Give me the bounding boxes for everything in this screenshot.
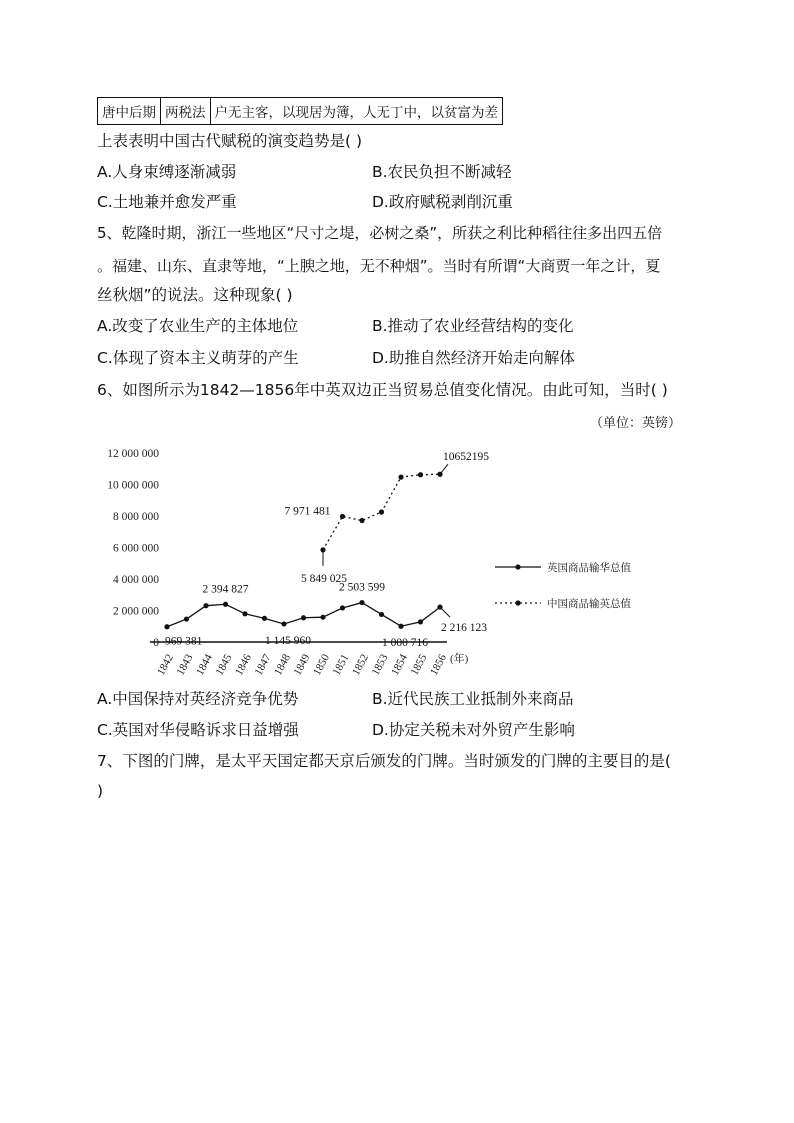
- table-row: [98, 98, 503, 125]
- y-tick-label: 6 000 000: [113, 542, 159, 555]
- tax-table: [97, 97, 503, 125]
- x-tick-label: 1846: [233, 652, 254, 678]
- x-tick-label: 1853: [369, 652, 391, 678]
- x-tick-label: 1852: [350, 652, 371, 678]
- data-point: [262, 616, 267, 621]
- q6-stem: 6、如图所示为1842—1856年中英双边正当贸易总值变化情况。由此可知，当时( ): [97, 381, 668, 399]
- legend-label-1: 中国商品输英总值: [547, 599, 631, 610]
- data-point: [203, 603, 208, 608]
- y-tick-label: 12 000 000: [107, 448, 159, 460]
- table-cell-content: 户无主客，以现居为簿，人无丁中，以贫富为差: [210, 98, 503, 125]
- q6-option-b[interactable]: B.近代民族工业抵制外来商品: [372, 690, 574, 708]
- legend-label-0: 英国商品输华总值: [547, 563, 631, 574]
- y-tick-label: 10 000 000: [107, 479, 159, 492]
- q5-line-2: 。福建、山东、直隶等地，“上腴之地，无不种烟”。当时有所谓“大商贾一年之计，夏: [97, 257, 661, 275]
- q5-option-a[interactable]: A.改变了农业生产的主体地位: [97, 317, 299, 335]
- x-tick-label: 1842: [155, 652, 176, 678]
- q5-option-c[interactable]: C.体现了资本主义萌芽的产生: [97, 349, 299, 367]
- x-tick-label: 1854: [389, 652, 410, 678]
- chart-unit: （单位：英镑）: [590, 416, 682, 431]
- leader-line: [440, 464, 448, 474]
- q4-option-d[interactable]: D.政府赋税剥削沉重: [372, 193, 513, 211]
- data-point: [398, 475, 403, 480]
- q7-line-1: 7、下图的门牌，是太平天国定都天京后颁发的门牌。当时颁发的门牌的主要目的是(: [97, 752, 671, 770]
- trade-chart: [95, 438, 695, 678]
- x-tick-label: 1850: [311, 652, 332, 678]
- data-point: [340, 514, 345, 519]
- data-point: [359, 518, 364, 523]
- q6-option-a[interactable]: A.中国保持对英经济竞争优势: [97, 690, 299, 708]
- x-tick-label: 1843: [174, 652, 196, 678]
- q6-option-c[interactable]: C.英国对华侵略诉求日益增强: [97, 721, 299, 739]
- data-label: 969 381: [165, 635, 203, 648]
- data-point: [418, 619, 423, 624]
- data-label: 2 503 599: [339, 581, 385, 594]
- x-tick-label: 1847: [252, 652, 274, 678]
- x-tick-label: 1855: [408, 652, 430, 678]
- data-point: [184, 616, 189, 621]
- q6-option-d[interactable]: D.协定关税未对外贸产生影响: [372, 721, 575, 739]
- table-cell-policy: 两税法: [161, 98, 211, 125]
- data-label: 5 849 025: [301, 572, 347, 585]
- q5-line-1: 5、乾隆时期，浙江一些地区“尺寸之堤，必树之桑”，所获之利比种稻往往多出四五倍: [97, 224, 663, 242]
- x-tick-label: 1851: [330, 652, 352, 678]
- data-label: 1 145 960: [265, 634, 311, 647]
- x-tick-label: 1845: [213, 652, 235, 678]
- data-point: [340, 605, 345, 610]
- data-point: [164, 624, 169, 629]
- data-label: 1 000 716: [382, 637, 428, 650]
- data-point: [398, 624, 403, 629]
- legend-marker-1: [515, 600, 520, 605]
- q4-option-c[interactable]: C.土地兼并愈发严重: [97, 193, 237, 211]
- x-tick-label: 1849: [291, 652, 313, 678]
- x-axis-unit: (年): [450, 653, 469, 665]
- data-point: [281, 621, 286, 626]
- x-tick-label: 1848: [272, 652, 293, 678]
- data-label: 2 216 123: [441, 622, 487, 635]
- data-point: [242, 611, 247, 616]
- data-point: [379, 612, 384, 617]
- table-cell-period: 唐中后期: [98, 98, 161, 125]
- data-point: [418, 472, 423, 477]
- q7-line-2: ): [97, 782, 104, 800]
- data-point: [359, 600, 364, 605]
- y-tick-label: 2 000 000: [113, 605, 159, 618]
- data-point: [301, 615, 306, 620]
- q5-option-b[interactable]: B.推动了农业经营结构的变化: [372, 317, 574, 335]
- q4-option-a[interactable]: A.人身束缚逐渐减弱: [97, 163, 237, 181]
- legend-marker-0: [515, 564, 520, 569]
- data-label: 2 394 827: [202, 583, 249, 596]
- data-label: 10652195: [443, 451, 489, 464]
- data-point: [320, 615, 325, 620]
- y-tick-label: 0: [153, 637, 159, 649]
- y-tick-label: 4 000 000: [113, 574, 159, 586]
- x-tick-label: 1856: [428, 652, 449, 678]
- q5-option-d[interactable]: D.助推自然经济开始走向解体: [372, 349, 575, 367]
- leader-line: [440, 607, 450, 617]
- q4-option-b[interactable]: B.农民负担不断减轻: [372, 163, 512, 181]
- data-point: [223, 602, 228, 607]
- data-label: 7 971 481: [284, 505, 331, 518]
- y-tick-label: 8 000 000: [113, 511, 159, 523]
- q4-stem: 上表表明中国古代赋税的演变趋势是( ): [97, 132, 363, 150]
- data-point: [379, 509, 384, 514]
- x-tick-label: 1844: [194, 652, 215, 678]
- q5-line-3: 丝秋烟”的说法。这种现象( ): [97, 286, 293, 304]
